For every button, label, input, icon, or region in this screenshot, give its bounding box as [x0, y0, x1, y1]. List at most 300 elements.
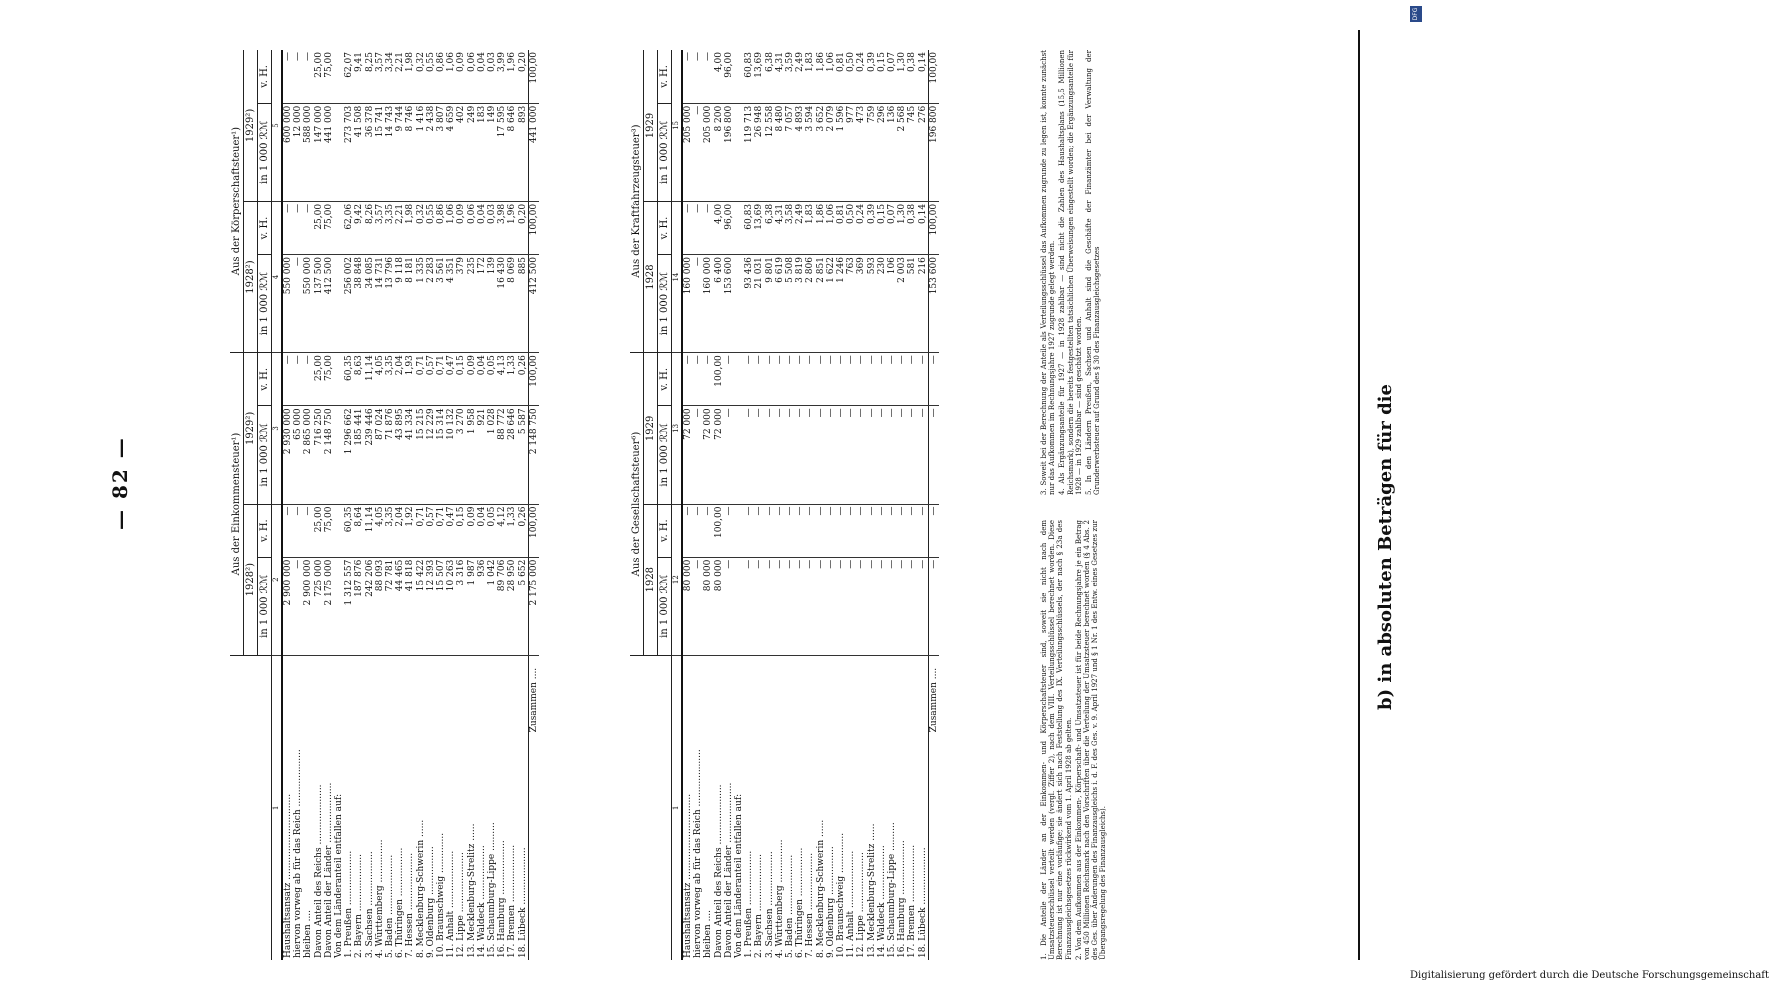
header-unit-percent: v. H. — [258, 50, 272, 103]
row-label: 2. Bayern .................... — [754, 853, 765, 958]
cell-value: — — [856, 353, 866, 406]
cell-value: 3 819 — [795, 255, 805, 353]
cell-value: — — [877, 406, 887, 504]
cell-value: 3 594 — [805, 103, 815, 201]
cell-value: 0,09 — [467, 353, 477, 406]
table-row — [826, 50, 836, 960]
cell-value: 8 646 — [507, 103, 517, 201]
cell-value — [734, 353, 744, 406]
row-label: 8. Mecklenburg-Schwerin ...... — [415, 819, 426, 958]
cell-value: — — [826, 504, 836, 557]
cell-value: — — [293, 201, 303, 254]
total-value: 153 600 — [928, 255, 939, 353]
total-value: 2 148 750 — [528, 406, 539, 504]
row-label: Von dem Länderanteil entfallen auf: — [734, 793, 745, 958]
cell-value: 25,00 — [314, 353, 324, 406]
cell-value: 72 000 — [703, 406, 713, 504]
cell-value: 2 806 — [805, 255, 815, 353]
cell-value: 1 958 — [467, 406, 477, 504]
header-unit-amount: in 1 000 ℛℳ — [258, 255, 272, 353]
cell-value: — — [785, 557, 795, 655]
table-row — [775, 50, 785, 960]
table-row — [703, 50, 713, 960]
footnotes-right — [1040, 50, 1101, 495]
cell-value: 0,20 — [518, 201, 529, 254]
cell-value: — — [846, 504, 856, 557]
cell-value: 72 000 — [682, 406, 693, 504]
table-row — [816, 50, 826, 960]
cell-value: 0,09 — [467, 504, 477, 557]
cell-value: 0,32 — [416, 201, 426, 254]
cell-value: 0,71 — [436, 504, 446, 557]
header-group: Aus der Kraftfahrzeugsteuer³) — [630, 50, 644, 353]
cell-value: 1,96 — [507, 201, 517, 254]
cell-value: 1,93 — [405, 353, 415, 406]
header-year: 1929²) — [244, 353, 258, 504]
cell-value: 25,00 — [314, 201, 324, 254]
cell-value: 147 000 — [314, 103, 324, 201]
cell-value: 3,34 — [385, 50, 395, 103]
cell-value: 0,57 — [426, 504, 436, 557]
cell-value: 1,06 — [446, 50, 456, 103]
header-year: 1929 — [644, 50, 658, 201]
cell-value: 1 246 — [836, 255, 846, 353]
cell-value: 17 595 — [497, 103, 507, 201]
cell-value: 8 200 — [714, 103, 724, 201]
cell-value: — — [682, 50, 693, 103]
cell-value: 0,57 — [426, 353, 436, 406]
row-label: 17. Bremen .................... — [907, 844, 918, 958]
cell-value: — — [816, 406, 826, 504]
cell-value: 0,71 — [416, 504, 426, 557]
cell-value: — — [856, 406, 866, 504]
cell-value: 0,26 — [518, 353, 529, 406]
cell-value: — — [754, 353, 764, 406]
header-year: 1928²) — [244, 504, 258, 655]
cell-value: 4,00 — [714, 201, 724, 254]
cell-value: 25,00 — [314, 50, 324, 103]
cell-value: 977 — [846, 103, 856, 201]
cell-value: 205 000 — [703, 103, 713, 201]
cell-value: 62,06 — [344, 201, 354, 254]
cell-value: — — [293, 504, 303, 557]
cell-value: 106 — [887, 255, 897, 353]
table-row — [365, 50, 375, 960]
cell-value: 3,99 — [497, 50, 507, 103]
cell-value: 71 876 — [385, 406, 395, 504]
row-label: 1. Preußen ................... — [344, 850, 355, 958]
cell-value: 936 — [477, 557, 487, 655]
cell-value: 0,09 — [456, 201, 466, 254]
cell-value: — — [703, 353, 713, 406]
cell-value: — — [744, 406, 754, 504]
cell-value: — — [303, 504, 313, 557]
cell-value: 1,06 — [826, 201, 836, 254]
cell-value: — — [805, 353, 815, 406]
cell-value: 1 416 — [416, 103, 426, 201]
table-row — [765, 50, 775, 960]
cell-value: — — [836, 504, 846, 557]
cell-value: — — [907, 406, 917, 504]
total-value: — — [928, 353, 939, 406]
cell-value: 8,63 — [354, 353, 364, 406]
cell-value: 5 652 — [518, 557, 529, 655]
table-row — [497, 50, 507, 960]
cell-value: — — [293, 50, 303, 103]
row-label: 15. Schaumburg-Lippe .......... — [887, 822, 898, 958]
cell-value: 137 500 — [314, 255, 324, 353]
cell-value: 93 436 — [744, 255, 754, 353]
cell-value: — — [856, 504, 866, 557]
footnote-1: 1. Die Anteile der Länder an der Einkommen- und Körperschaftsteuer sind, soweit sie nicht nach dem Umsatzsteuerschlüssel verteilt werden (vergl. Ziffer 2), nach dem VIII. Verteilungsschlüssel berechnet worden. Diese Berechnung ist nur eine vorläufige; sie ändert sich nach Feststellung des IX. Verteilungsschlüssels, der nach § 23a des Finanzausgleichsgesetzes rückwirkend vom 1. April 1928 ab gelten. — [1040, 520, 1073, 960]
column-number: 3 — [272, 353, 283, 504]
cell-value: — — [907, 353, 917, 406]
row-label: 10. Braunschweig .............. — [436, 832, 447, 958]
table-row — [693, 50, 703, 960]
cell-value: 0,71 — [416, 353, 426, 406]
table-row — [785, 50, 795, 960]
cell-value: — — [282, 504, 293, 557]
cell-value: 8 181 — [405, 255, 415, 353]
footnote-5: 5. In den Ländern Preußen, Sachsen und Anhalt sind die Geschäfte der Finanzämter bei der Verwaltung der Grunderwerbsteuer auf Grund des § 30 des Finanzausgleichsgesetzes — [1085, 50, 1102, 495]
row-label: 17. Bremen .................... — [507, 844, 518, 958]
cell-value: 8,25 — [365, 50, 375, 103]
cell-value: 12 000 — [293, 103, 303, 201]
cell-value: 13,69 — [754, 201, 764, 254]
cell-value: 11,14 — [365, 353, 375, 406]
cell-value: 1,86 — [816, 201, 826, 254]
cell-value: 1,98 — [405, 201, 415, 254]
cell-value: — — [754, 406, 764, 504]
cell-value: — — [816, 504, 826, 557]
header-year: 1928 — [644, 201, 658, 352]
cell-value: 9 118 — [395, 255, 405, 353]
cell-value: 4,00 — [714, 50, 724, 103]
total-row — [528, 50, 539, 960]
cell-value: 4 659 — [446, 103, 456, 201]
cell-value: — — [293, 353, 303, 406]
cell-value: 3,57 — [375, 201, 385, 254]
cell-value — [334, 103, 344, 201]
header-unit-percent: v. H. — [258, 353, 272, 406]
cell-value: 0,04 — [477, 504, 487, 557]
cell-value: 6,38 — [765, 201, 775, 254]
table-row — [897, 50, 907, 960]
header-label-cell — [230, 655, 272, 960]
table-row — [344, 50, 354, 960]
cell-value: 1 987 — [467, 557, 477, 655]
cell-value: — — [805, 406, 815, 504]
cell-value: 12 558 — [765, 103, 775, 201]
cell-value: 0,55 — [426, 201, 436, 254]
row-label: hiervon vorweg ab für das Reich .................... — [693, 749, 704, 958]
cell-value: 296 — [877, 103, 887, 201]
cell-value: 0,47 — [446, 353, 456, 406]
cell-value: 0,04 — [477, 201, 487, 254]
cell-value: 10 132 — [446, 406, 456, 504]
row-label: 7. Hessen .................... — [805, 852, 816, 958]
cell-value: 21 031 — [754, 255, 764, 353]
cell-value: 41 818 — [405, 557, 415, 655]
table-row — [282, 50, 293, 960]
cell-value: 6,38 — [765, 50, 775, 103]
cell-value: — — [744, 557, 754, 655]
cell-value: 550 000 — [282, 255, 293, 353]
row-label: 3. Sachsen ................... — [764, 851, 775, 958]
cell-value: 3 561 — [436, 255, 446, 353]
cell-value: 2 851 — [816, 255, 826, 353]
row-label: 15. Schaumburg-Lippe .......... — [487, 822, 498, 958]
cell-value: 3,98 — [497, 201, 507, 254]
row-label: 8. Mecklenburg-Schwerin ...... — [815, 819, 826, 958]
total-value: 412 500 — [528, 255, 539, 353]
header-unit-amount: in 1 000 ℛℳ — [658, 255, 672, 353]
dfg-logo: DFG — [1410, 6, 1422, 22]
cell-value: — — [918, 504, 929, 557]
cell-value: 0,32 — [416, 50, 426, 103]
cell-value: 9 801 — [765, 255, 775, 353]
cell-value: — — [836, 557, 846, 655]
cell-value: — — [703, 201, 713, 254]
cell-value: — — [918, 353, 929, 406]
cell-value: 8 069 — [507, 255, 517, 353]
cell-value: — — [693, 406, 703, 504]
cell-value: — — [867, 406, 877, 504]
cell-value: 0,50 — [846, 201, 856, 254]
cell-value: 1 312 557 — [344, 557, 354, 655]
row-label: hiervon vorweg ab für das Reich .................... — [293, 749, 304, 958]
cell-value: 1 622 — [826, 255, 836, 353]
cell-value: 11,14 — [365, 504, 375, 557]
cell-value: — — [775, 504, 785, 557]
row-label: 16. Hamburg ................... — [897, 840, 908, 958]
cell-value: 0,39 — [867, 201, 877, 254]
cell-value: — — [744, 353, 754, 406]
column-number: 5 — [272, 50, 283, 201]
table-row — [856, 50, 866, 960]
cell-value: 196 800 — [724, 103, 734, 201]
cell-value: — — [693, 50, 703, 103]
cell-value: 60,83 — [744, 201, 754, 254]
cell-value: — — [826, 406, 836, 504]
row-label: 11. Anhalt .................... — [446, 850, 457, 958]
cell-value: 0,47 — [446, 504, 456, 557]
cell-value: 2 148 750 — [324, 406, 334, 504]
cell-value: 0,81 — [836, 201, 846, 254]
cell-value: 100,00 — [714, 353, 724, 406]
cell-value: 60,35 — [344, 504, 354, 557]
cell-value: — — [303, 50, 313, 103]
cell-value: 2,04 — [395, 504, 405, 557]
cell-value: 0,15 — [877, 201, 887, 254]
header-unit-percent: v. H. — [658, 353, 672, 406]
cell-value: 0,81 — [836, 50, 846, 103]
cell-value: — — [682, 201, 693, 254]
row-label: bleiben .... — [703, 909, 714, 958]
cell-value: — — [282, 50, 293, 103]
table-row — [426, 50, 436, 960]
cell-value: — — [887, 557, 897, 655]
cell-value: 239 446 — [365, 406, 375, 504]
cell-value: 9,41 — [354, 50, 364, 103]
row-label: 12. Lippe ..................... — [856, 852, 867, 958]
cell-value: 763 — [846, 255, 856, 353]
table-row — [724, 50, 734, 960]
cell-value: — — [826, 353, 836, 406]
cell-value: 242 206 — [365, 557, 375, 655]
cell-value: 0,03 — [487, 50, 497, 103]
cell-value: — — [805, 504, 815, 557]
cell-value: 2 900 000 — [303, 557, 313, 655]
cell-value: 41 334 — [405, 406, 415, 504]
cell-value: 581 — [907, 255, 917, 353]
total-label: Zusammen .... — [528, 655, 539, 960]
cell-value: 0,09 — [456, 50, 466, 103]
total-value: 100,00 — [928, 50, 939, 103]
cell-value: — — [282, 353, 293, 406]
cell-value: 2 283 — [426, 255, 436, 353]
table-row — [518, 50, 529, 960]
page-number: — 82 — — [108, 436, 132, 530]
cell-value: 13 796 — [385, 255, 395, 353]
row-label: 4. Württemberg ............... — [774, 839, 785, 958]
cell-value: — — [775, 353, 785, 406]
table-row — [324, 50, 334, 960]
cell-value: 72 000 — [714, 406, 724, 504]
cell-value: — — [846, 353, 856, 406]
cell-value: 0,38 — [907, 50, 917, 103]
cell-value: 759 — [867, 103, 877, 201]
cell-value: 183 — [477, 103, 487, 201]
cell-value: 0,06 — [467, 50, 477, 103]
cell-value: — — [703, 504, 713, 557]
cell-value: 153 600 — [724, 255, 734, 353]
cell-value: 249 — [467, 103, 477, 201]
cell-value: — — [897, 504, 907, 557]
cell-value: 893 — [518, 103, 529, 201]
row-label: Davon Anteil des Reichs ..................... — [713, 784, 724, 958]
cell-value: 745 — [907, 103, 917, 201]
table-row — [467, 50, 477, 960]
column-number: 1 — [672, 655, 683, 960]
cell-value: 3,35 — [385, 504, 395, 557]
cell-value: 96,00 — [724, 50, 734, 103]
cell-value: 0,05 — [487, 504, 497, 557]
header-unit-percent: v. H. — [658, 504, 672, 557]
header-group: Aus der Einkommensteuer¹) — [230, 353, 244, 656]
table-row — [867, 50, 877, 960]
cell-value: 0,26 — [518, 504, 529, 557]
cell-value: 0,55 — [426, 50, 436, 103]
row-label: 11. Anhalt .................... — [846, 850, 857, 958]
cell-value: 1,30 — [897, 50, 907, 103]
cell-value: 1,96 — [507, 50, 517, 103]
header-year: 1928²) — [244, 201, 258, 352]
table-row — [303, 50, 313, 960]
cell-value: 1,86 — [816, 50, 826, 103]
cell-value: — — [897, 406, 907, 504]
digitization-note: Digitalisierung gefördert durch die Deutsche Forschungsgemeinschaft — [1410, 970, 1769, 981]
cell-value: 0,86 — [436, 50, 446, 103]
cell-value: — — [795, 504, 805, 557]
cell-value: 0,04 — [477, 50, 487, 103]
header-unit-amount: in 1 000 ℛℳ — [658, 557, 672, 655]
table-row — [477, 50, 487, 960]
row-label: 14. Waldeck ................... — [876, 845, 887, 958]
cell-value: — — [775, 406, 785, 504]
row-label: 5. Baden ..................... — [385, 854, 396, 958]
row-label: 6. Thüringen ................. — [395, 847, 406, 958]
cell-value — [734, 406, 744, 504]
cell-value: 1 335 — [416, 255, 426, 353]
table-row — [805, 50, 815, 960]
cell-value — [334, 557, 344, 655]
cell-value: 75,00 — [324, 201, 334, 254]
table-row — [836, 50, 846, 960]
cell-value: 441 000 — [324, 103, 334, 201]
cell-value: — — [754, 504, 764, 557]
cell-value: 1,33 — [507, 504, 517, 557]
cell-value: 0,24 — [856, 50, 866, 103]
cell-value: 62,07 — [344, 50, 354, 103]
total-value: 100,00 — [528, 201, 539, 254]
column-number: 2 — [272, 504, 283, 655]
cell-value: — — [836, 353, 846, 406]
cell-value: 36 378 — [365, 103, 375, 201]
cell-value: 256 002 — [344, 255, 354, 353]
cell-value: 160 000 — [703, 255, 713, 353]
row-label: 18. Lübeck .................... — [517, 847, 528, 958]
cell-value: 8,26 — [365, 201, 375, 254]
cell-value: — — [303, 201, 313, 254]
footnotes-left — [1040, 520, 1108, 960]
row-label: 4. Württemberg ............... — [374, 839, 385, 958]
total-value: 100,00 — [528, 504, 539, 557]
cell-value — [334, 255, 344, 353]
column-number: 15 — [672, 50, 683, 201]
cell-value: 43 895 — [395, 406, 405, 504]
cell-value: — — [867, 353, 877, 406]
cell-value: 600 000 — [282, 103, 293, 201]
cell-value: — — [693, 557, 703, 655]
table-row — [334, 50, 344, 960]
cell-value: 3 652 — [816, 103, 826, 201]
row-label: 12. Lippe ..................... — [456, 852, 467, 958]
cell-value: — — [816, 557, 826, 655]
cell-value: 28 646 — [507, 406, 517, 504]
cell-value: 3 270 — [456, 406, 466, 504]
total-value: 100,00 — [528, 353, 539, 406]
cell-value: 5 508 — [785, 255, 795, 353]
page-title: b) in absoluten Beträgen für die — [1375, 384, 1396, 710]
cell-value: 6 400 — [714, 255, 724, 353]
cell-value: 1,92 — [405, 504, 415, 557]
table-income-corporate-tax — [230, 50, 539, 960]
table-row — [734, 50, 744, 960]
column-numbers — [672, 50, 683, 960]
cell-value: 75,00 — [324, 50, 334, 103]
header-unit-percent: v. H. — [658, 201, 672, 254]
cell-value: 4,31 — [775, 50, 785, 103]
cell-value: 41 508 — [354, 103, 364, 201]
cell-value: 216 — [918, 255, 929, 353]
header-unit-amount: in 1 000 ℛℳ — [258, 406, 272, 504]
total-row — [928, 50, 939, 960]
cell-value: 1,30 — [897, 201, 907, 254]
row-label: Davon Anteil des Reichs ..................... — [313, 784, 324, 958]
cell-value: 1,83 — [805, 201, 815, 254]
cell-value: 1,83 — [805, 50, 815, 103]
